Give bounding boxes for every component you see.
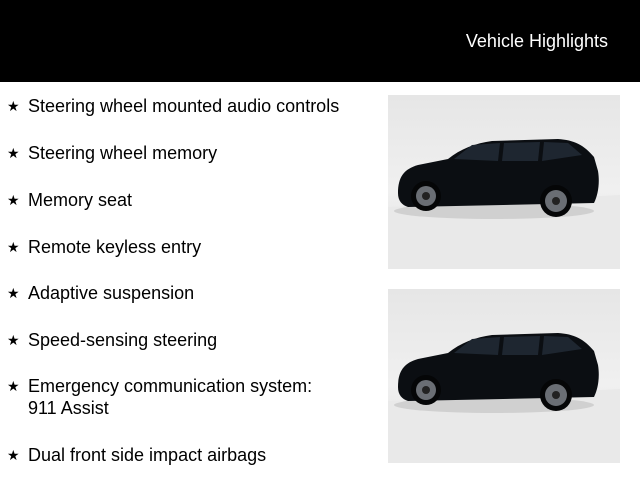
star-icon: ★	[7, 145, 20, 161]
feature-label: Dual front side impact airbags	[28, 445, 267, 465]
feature-item	[7, 282, 367, 304]
feature-item	[7, 236, 367, 258]
feature-item	[7, 329, 367, 351]
page-title: Vehicle Highlights	[465, 31, 608, 51]
feature-label: Steering wheel mounted audio controls	[28, 96, 340, 116]
feature-item	[7, 142, 367, 164]
vehicle-photo	[388, 95, 620, 269]
vehicle-image	[388, 95, 620, 269]
star-icon: ★	[7, 192, 20, 208]
star-icon: ★	[7, 332, 20, 348]
feature-item	[7, 444, 367, 466]
feature-label: Adaptive suspension	[28, 283, 195, 303]
star-icon: ★	[7, 285, 20, 301]
vehicle-image	[388, 289, 620, 463]
star-icon: ★	[7, 98, 20, 114]
feature-label: Memory seat	[28, 190, 133, 210]
feature-item	[7, 189, 367, 211]
feature-label: Steering wheel memory	[28, 143, 218, 163]
star-icon: ★	[7, 378, 20, 394]
feature-label: Speed-sensing steering	[28, 330, 218, 350]
feature-label: Remote keyless entry	[28, 237, 202, 257]
star-icon: ★	[7, 447, 20, 463]
star-icon: ★	[7, 239, 20, 255]
feature-label: Emergency communication system: 911 Assist	[28, 376, 313, 418]
feature-item	[7, 375, 317, 419]
feature-item	[7, 95, 367, 117]
vehicle-photo	[388, 289, 620, 463]
